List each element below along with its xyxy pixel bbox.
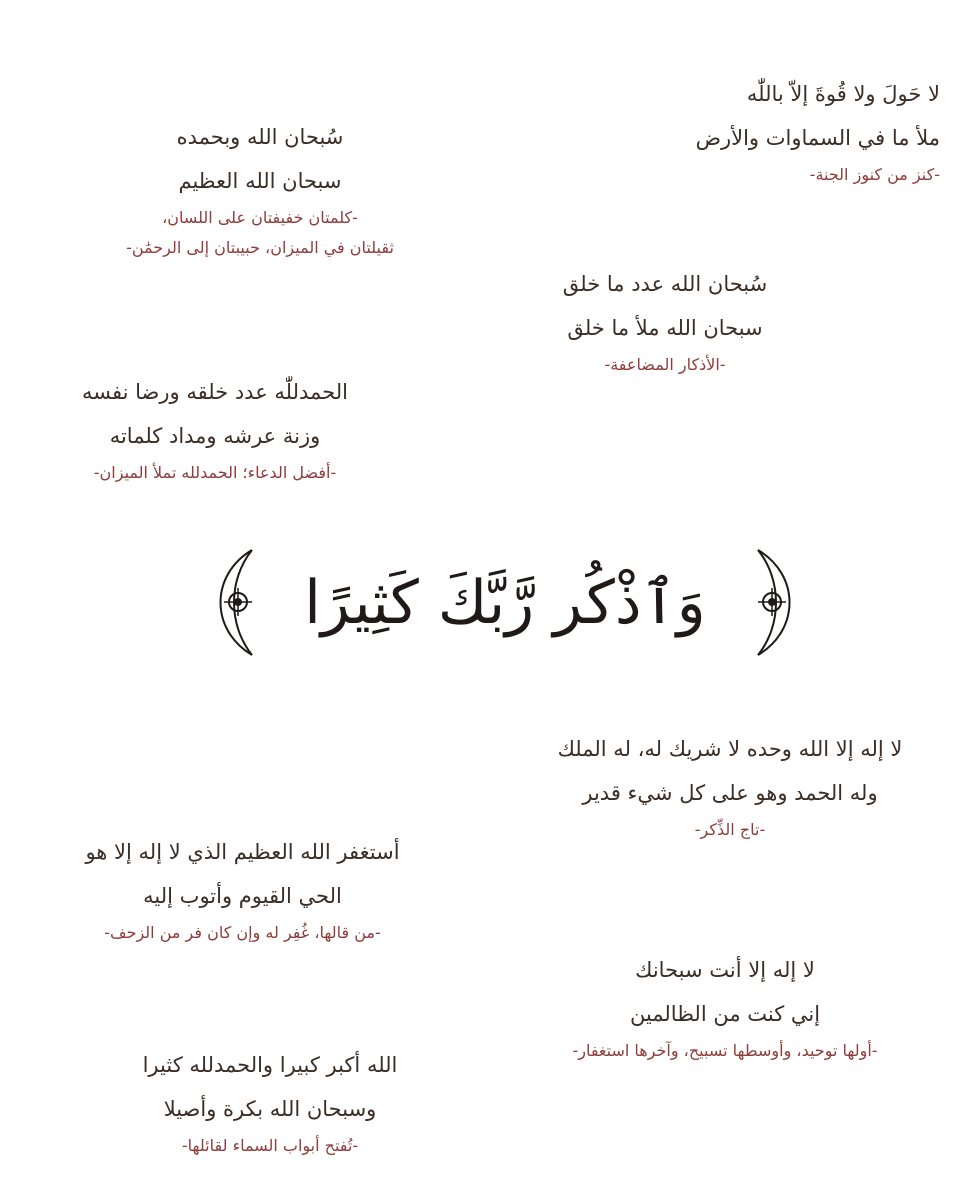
dhikr-line: الله أكبر كبيرا والحمدلله كثيرا [142, 1053, 398, 1077]
dhikr-note: ثقيلتان في الميزان، حبيبتان إلى الرحمَٰن- [126, 238, 394, 257]
dhikr-line: الحي القيوم وأتوب إليه [143, 884, 342, 908]
dhikr-line: وسبحان الله بكرة وأصيلا [163, 1097, 377, 1121]
dhikr-note: -تُفتح أبواب السماء لقائلها- [181, 1136, 359, 1155]
dhikr-line: الحمدللّٰه عدد خلقه ورضا نفسه [82, 380, 348, 404]
dhikr-block-5 [515, 727, 945, 845]
dhikr-block-1 [640, 72, 940, 190]
dhikr-note: -الأذكار المضاعفة- [604, 355, 726, 374]
dhikr-line: لا إله إلا أنت سبحانك [635, 958, 815, 982]
dhikr-block-2 [60, 115, 460, 263]
dhikr-block-4 [40, 370, 390, 488]
dhikr-note: -تاج الذِّكر- [694, 820, 766, 839]
dhikr-line: أستغفر الله العظيم الذي لا إله إلا هو [85, 840, 400, 864]
dhikr-line: لا إله إلا الله وحده لا شريك له، له الملك [557, 737, 903, 761]
dhikr-block-3 [530, 262, 800, 380]
dhikr-note: -كلمتان خفيفتان على اللسان، [162, 208, 358, 227]
dhikr-block-7 [495, 948, 955, 1066]
dhikr-note: -أفضل الدعاء؛ الحمدلله تملأ الميزان- [93, 463, 337, 482]
dhikr-line: وزنة عرشه ومداد كلماته [109, 424, 321, 448]
dhikr-line: ملأ ما في السماوات والأرض [695, 126, 940, 150]
dhikr-block-8 [100, 1043, 440, 1161]
dhikr-line: وله الحمد وهو على كل شيء قدير [582, 781, 878, 805]
dhikr-note: -كنز من كنوز الجنة- [809, 165, 940, 184]
right-crescent-ornament [758, 550, 790, 655]
left-crescent-ornament [221, 550, 253, 655]
dhikr-line: سُبحان الله وبحمده [176, 125, 344, 149]
verse-banner [210, 545, 800, 660]
dhikr-line: إني كنت من الظالمين [629, 1002, 821, 1026]
dhikr-note: -أولها توحيد، وأوسطها تسبيح، وآخرها استغفار- [572, 1041, 878, 1060]
dhikr-line: لا حَولَ ولا قُوةَ إلاّ باللّٰه [746, 82, 940, 106]
dhikr-line: سبحان الله العظيم [178, 169, 342, 193]
quran-verse: وَٱذْكُر رَّبَّكَ كَثِيرًا [304, 567, 706, 638]
dhikr-line: سُبحان الله عدد ما خلق [562, 272, 768, 296]
dhikr-block-6 [40, 830, 445, 948]
dhikr-note: -من قالها، غُفِر له وإن كان فر من الزحف- [104, 923, 381, 942]
dhikr-line: سبحان الله ملأ ما خلق [567, 316, 763, 340]
